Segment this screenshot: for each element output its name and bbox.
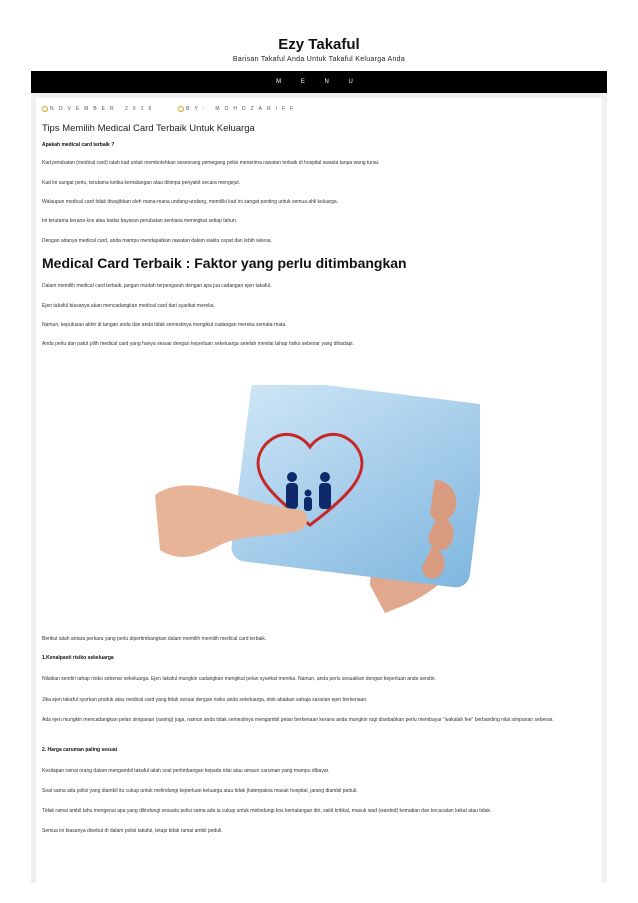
post-meta	[42, 105, 298, 114]
body-paragraph: Kesilapan ramai orang dalam mengambil takaful ialah soal pertimbangan kepada nilai atau amaun caruman yang mampu dibayar.	[42, 768, 330, 774]
menu-label[interactable]: M E N U	[276, 79, 362, 85]
section-paragraph: Ejen takaful biasanya akan mencadangkan medical card dari syarikat mereka.	[42, 303, 215, 309]
body-paragraph: Nilaikan sendiri tahap risiko sebenar sekeluarga. Ejen takaful mungkin cadangkan mengikut pelan syarikat mereka. Namun, anda perlu sesuaikan dengan keperluan anda sendiri.	[42, 676, 436, 682]
post-date[interactable]: NOVEMBER 2019	[42, 105, 156, 114]
body-paragraph: Ada ejen mungkin mencadangkan pelan simpanan (saving) juga, namun anda tidak semestinya mengambil pelan berkenaan kerana anda mungkin rugi disebabkan perlu membayar "wakalah fee" berbanding nilai simpanan sebenar.	[42, 717, 554, 723]
intro-paragraph: Ini terutama kerana kos atau kadar bayaran perubatan sentiasa meningkat setiap tahun.	[42, 218, 238, 224]
hand-holding-card-illustration	[150, 385, 480, 615]
section-paragraph: Anda perlu dan patut pilih medical card yang hanya sesuai dengan keperluan sekeluarga setelah menilai tahap risiko sebenar yang dihadapi.	[42, 341, 354, 347]
site-header	[0, 0, 638, 70]
section-heading: Medical Card Terbaik : Faktor yang perlu ditimbangkan	[42, 255, 407, 271]
section-paragraph: Namun, keputusan akhir di tangan anda dan anda tidak semestinya mengikut cadangan mereka semata-mata.	[42, 322, 287, 328]
site-title[interactable]: Ezy Takaful	[278, 36, 360, 53]
subheading: 1.Kenalpasti risiko sekeluarga	[42, 655, 114, 661]
intro-paragraph: Walaupun medical card tidak diwajibkan oleh mana-mana undang-undang, memiliki kad ini sangat penting untuk semua ahli keluarga.	[42, 199, 339, 205]
subheading: 2. Harga caruman paling sesuai	[42, 747, 118, 753]
intro-paragraph: Kad perubatan (medical card) ialah kad untuk membolehkan seseorang pemegang polisi menerima rawatan terbaik di hospital swasta tanpa wang tunai.	[42, 160, 380, 166]
body-paragraph: Jika ejen takaful syorkan produk atau medical card yang tidak sesuai dengan risiko anda sekeluarga, elok abaikan sahaja saranan ejen berkenaan.	[42, 697, 368, 703]
intro-heading: Apakah medical card terbaik ?	[42, 142, 115, 148]
body-paragraph: Semua ini biasanya disebut di dalam polisi takaful, tetapi tidak ramai ambil peduli.	[42, 828, 223, 834]
site-tagline: Barisan Takaful Anda Untuk Takaful Keluarga Anda	[232, 56, 406, 63]
body-paragraph: Berikut ialah antara perkara yang perlu dipertimbangkan dalam memilih memilih medical card terbaik.	[42, 636, 267, 642]
user-icon	[178, 106, 184, 112]
post-author[interactable]: BY: MOHDZARIFF	[178, 105, 298, 114]
post-title: Tips Memilih Medical Card Terbaik Untuk Keluarga	[42, 123, 255, 134]
clock-icon	[42, 106, 48, 112]
section-paragraph: Dalam memilih medical card terbaik, jangan mudah terpengaruh dengan apa jua cadangan ejen takaful.	[42, 283, 272, 289]
body-paragraph: Tidak ramai ambil tahu mengenai apa yang dilindungi sesuatu polisi sama ada ia cukup untuk melindungi kos kemalangan diri, sakit kritikal, masuk wad (warded) kematian dan kecacatan kekal atau tidak.	[42, 808, 492, 814]
intro-paragraph: Dengan adanya medical card, anda mampu mendapatkan rawatan dalam waktu cepat dan lebih selesa.	[42, 238, 272, 244]
intro-paragraph: Kad ini sangat perlu, terutama ketika kemalangan atau ditimpa penyakit secara mengejut.	[42, 180, 241, 186]
medical-card-image	[150, 385, 480, 615]
body-paragraph: Soal sama ada polisi yang diambil itu cukup untuk melindungi keperluan keluarga atau tidak (katerpaksa masuk hospital, jarang diambil peduli.	[42, 788, 358, 794]
menu-bar[interactable]	[31, 71, 607, 93]
